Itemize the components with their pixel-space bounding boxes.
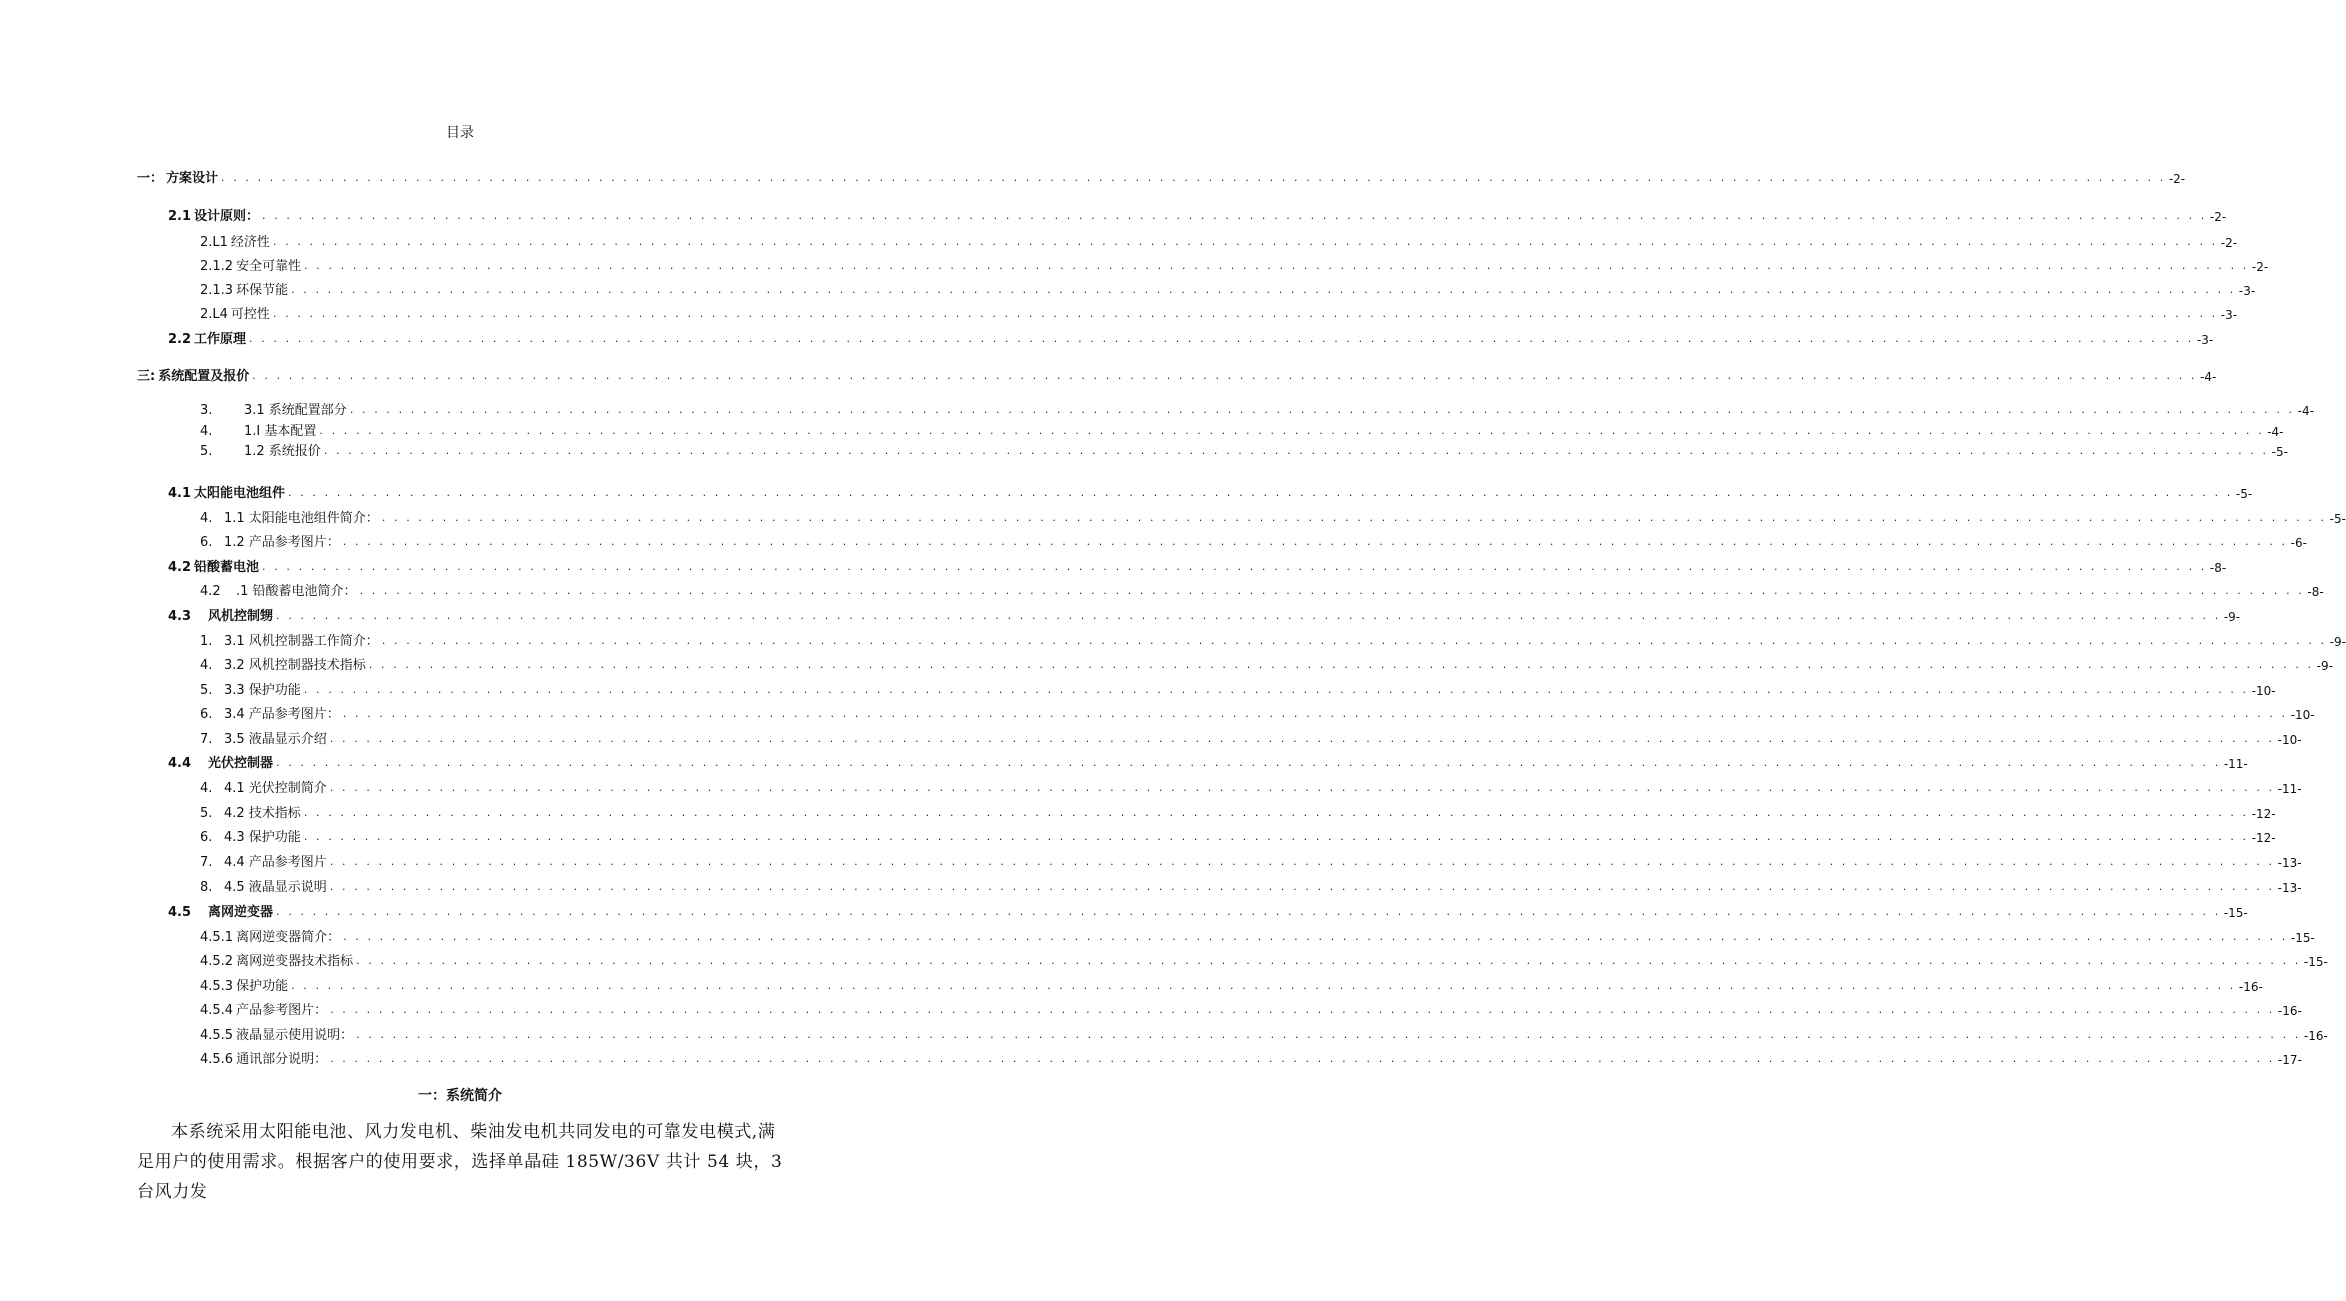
toc-entry[interactable] <box>168 205 2227 225</box>
toc-entry-label <box>200 855 327 871</box>
toc-entry-label <box>200 954 353 970</box>
toc-entry-number: 4. <box>200 511 213 526</box>
toc-entry-number: 2.1.2 <box>200 259 234 274</box>
toc-entry-page: -11- <box>2223 757 2248 771</box>
toc-entry-text: 1.1 太阳能电池组件简介： <box>224 511 379 526</box>
toc-leader-dots: . . . . . . . . . . . . . . . . . . . . . . . . . . . . . . . . . . . . . . . . . . . . . . . . . . . . . . . . . . . . . . . . . . . . . . . . . . . . . . . . . . . . . . . . . . . . . . . . . . . . . . . . . . . . . . . . . . . . . . . . . . . . . . . . . . . . . . . . . . . . . . . . . . . . . . . . . . . . . . . . <box>249 332 2194 345</box>
toc-entry-text: 3.3 保护功能 <box>224 683 301 698</box>
toc-leader-dots: . . . . . . . . . . . . . . . . . . . . . . . . . . . . . . . . . . . . . . . . . . . . . . . . . . . . . . . . . . . . . . . . . . . . . . . . . . . . . . . . . . . . . . . . . . . . . . . . . . . . . . . . . . . . . . . . . . . . . . . . . . . . . . . . . . . . . . . . . . . . . . . . . . . . . . . . . . . . . . . . <box>252 369 2198 382</box>
toc-leader-dots: . . . . . . . . . . . . . . . . . . . . . . . . . . . . . . . . . . . . . . . . . . . . . . . . . . . . . . . . . . . . . . . . . . . . . . . . . . . . . . . . . . . . . . . . . . . . . . . . . . . . . . . . . . . . . . . . . . . . . . . . . . . . . . . . . . . . . . . . . . . . . . . . . . . . . . . . . . . . . . . . <box>330 1052 2275 1065</box>
toc-entry[interactable] <box>168 482 2253 502</box>
toc-entry-number: 1. <box>200 634 213 649</box>
toc-entry-label <box>200 1028 353 1044</box>
toc-title: 目录 <box>446 125 474 141</box>
toc-entry-text: 设计原则： <box>194 209 260 224</box>
toc-entry-label <box>168 756 273 772</box>
toc-leader-dots: . . . . . . . . . . . . . . . . . . . . . . . . . . . . . . . . . . . . . . . . . . . . . . . . . . . . . . . . . . . . . . . . . . . . . . . . . . . . . . . . . . . . . . . . . . . . . . . . . . . . . . . . . . . . . . . . . . . . . . . . . . . . . . . . . . . . . . . . . . . . . . . . . . . . . . . . . . . . . . . . <box>272 307 2218 320</box>
toc-entry-page: -4- <box>2200 370 2217 384</box>
toc-leader-dots: . . . . . . . . . . . . . . . . . . . . . . . . . . . . . . . . . . . . . . . . . . . . . . . . . . . . . . . . . . . . . . . . . . . . . . . . . . . . . . . . . . . . . . . . . . . . . . . . . . . . . . . . . . . . . . . . . . . . . . . . . . . . . . . . . . . . . . . . . . . . . . . . . . . . . . . . . . . . . . . . <box>329 855 2275 868</box>
toc-leader-dots: . . . . . . . . . . . . . . . . . . . . . . . . . . . . . . . . . . . . . . . . . . . . . . . . . . . . . . . . . . . . . . . . . . . . . . . . . . . . . . . . . . . . . . . . . . . . . . . . . . . . . . . . . . . . . . . . . . . . . . . . . . . . . . . . . . . . . . . . . . . . . . . . . . . . . . . . . . . . . . . . <box>272 235 2218 248</box>
toc-entry[interactable] <box>137 365 2217 385</box>
toc-entry-label <box>200 444 321 460</box>
toc-leader-dots: . . . . . . . . . . . . . . . . . . . . . . . . . . . . . . . . . . . . . . . . . . . . . . . . . . . . . . . . . . . . . . . . . . . . . . . . . . . . . . . . . . . . . . . . . . . . . . . . . . . . . . . . . . . . . . . . . . . . . . . . . . . . . . . . . . . . . . . . . . . . . . . . . . . . . . . . . . . . . . . . <box>262 209 2207 222</box>
toc-entry-text: .1 铅酸蓄电池简介： <box>236 584 357 599</box>
toc-entry-number: 4.4 <box>168 756 192 771</box>
toc-entry-number: 2.1 <box>168 209 192 224</box>
toc-entry-label <box>200 634 379 650</box>
toc-leader-dots: . . . . . . . . . . . . . . . . . . . . . . . . . . . . . . . . . . . . . . . . . . . . . . . . . . . . . . . . . . . . . . . . . . . . . . . . . . . . . . . . . . . . . . . . . . . . . . . . . . . . . . . . . . . . . . . . . . . . . . . . . . . . . . . . . . . . . . . . . . . . . . . . . . . . . . . . . . . . . . . . <box>329 880 2275 893</box>
intro-paragraph: 本系统采用太阳能电池、风力发电机、柴油发电机共同发电的可靠发电模式,满足用户的使用需求。根据客户的使用要求，选择单晶硅 185W/36V 共计 54 块，3 台风力发 <box>137 1122 783 1202</box>
toc-entry-number: 4.5 <box>168 905 192 920</box>
toc-entry-number: 7. <box>200 855 213 870</box>
toc-entry[interactable] <box>137 167 2186 187</box>
toc-entry-text: 安全可靠性 <box>236 259 302 274</box>
toc-leader-dots: . . . . . . . . . . . . . . . . . . . . . . . . . . . . . . . . . . . . . . . . . . . . . . . . . . . . . . . . . . . . . . . . . . . . . . . . . . . . . . . . . . . . . . . . . . . . . . . . . . . . . . . . . . . . . . . . . . . . . . . . . . . . . . . . . . . . . . . . . . . . . . . . . . . . . . . . . . . . . . . . <box>356 954 2301 967</box>
toc-entry-label <box>200 830 301 846</box>
toc-entry-label <box>168 332 246 348</box>
toc-entry[interactable] <box>200 851 2302 871</box>
toc-entry-label <box>200 658 366 674</box>
toc-entry-page: -13- <box>2277 881 2302 895</box>
toc-entry-page: -15- <box>2290 931 2315 945</box>
toc-entry-page: -10- <box>2251 684 2276 698</box>
toc-entry-text: 3.1 系统配置部分 <box>244 403 347 418</box>
toc-entry-text: 通讯部分说明： <box>236 1052 328 1067</box>
toc-entry[interactable] <box>200 440 2288 460</box>
toc-entry-label <box>200 1003 327 1019</box>
toc-entry-text: 保护功能 <box>236 979 289 994</box>
toc-leader-dots: . . . . . . . . . . . . . . . . . . . . . . . . . . . . . . . . . . . . . . . . . . . . . . . . . . . . . . . . . . . . . . . . . . . . . . . . . . . . . . . . . . . . . . . . . . . . . . . . . . . . . . . . . . . . . . . . . . . . . . . . . . . . . . . . . . . . . . . . . . . . . . . . . . . . . . . . . . . . . . . . <box>329 781 2275 794</box>
toc-entry-label <box>200 235 270 251</box>
toc-entry[interactable] <box>200 420 2284 440</box>
toc-entry-label <box>200 307 270 323</box>
toc-entry-text: 1.I 基本配置 <box>244 424 317 439</box>
toc-entry-label <box>200 781 327 797</box>
toc-entry-text: 太阳能电池组件 <box>194 486 286 501</box>
toc-entry-label <box>168 905 273 921</box>
toc-leader-dots: . . . . . . . . . . . . . . . . . . . . . . . . . . . . . . . . . . . . . . . . . . . . . . . . . . . . . . . . . . . . . . . . . . . . . . . . . . . . . . . . . . . . . . . . . . . . . . . . . . . . . . . . . . . . . . . . . . . . . . . . . . . . . . . . . . . . . . . . . . . . . . . . . . . . . . . . . . . . . . . . <box>262 560 2207 573</box>
toc-leader-dots: . . . . . . . . . . . . . . . . . . . . . . . . . . . . . . . . . . . . . . . . . . . . . . . . . . . . . . . . . . . . . . . . . . . . . . . . . . . . . . . . . . . . . . . . . . . . . . . . . . . . . . . . . . . . . . . . . . . . . . . . . . . . . . . . . . . . . . . . . . . . . . . . . . . . . . . . . . . . . . . . <box>349 403 2295 416</box>
toc-entry-text: 4.1 光伏控制简介 <box>224 781 327 796</box>
toc-entry-page: -16- <box>2303 1029 2328 1043</box>
toc-entry[interactable] <box>168 556 2227 576</box>
toc-entry-number: 4.5.4 <box>200 1003 234 1018</box>
toc-entry-label <box>168 609 273 625</box>
toc-entry-text: 方案设计 <box>166 171 219 186</box>
toc-entry-number: 8. <box>200 880 213 895</box>
toc-entry-label <box>168 486 285 502</box>
toc-entry[interactable] <box>200 826 2276 846</box>
toc-entry-number: 2.L1 <box>200 235 228 250</box>
toc-entry-number: 一： <box>137 171 164 186</box>
toc-entry-text: 工作原理 <box>194 332 247 347</box>
toc-leader-dots: . . . . . . . . . . . . . . . . . . . . . . . . . . . . . . . . . . . . . . . . . . . . . . . . . . . . . . . . . . . . . . . . . . . . . . . . . . . . . . . . . . . . . . . . . . . . . . . . . . . . . . . . . . . . . . . . . . . . . . . . . . . . . . . . . . . . . . . . . . . . . . . . . . . . . . . . . . . . . . . . <box>330 1003 2275 1016</box>
toc-entry-number: 4.2 <box>200 584 221 599</box>
toc-entry[interactable] <box>168 901 2248 921</box>
toc-entry[interactable] <box>168 605 2241 625</box>
toc-entry-text: 风机控制甥 <box>208 609 274 624</box>
toc-entry-label <box>200 259 301 275</box>
toc-entry-label <box>200 535 340 551</box>
toc-entry[interactable] <box>200 654 2333 674</box>
toc-entry-page: -9- <box>2329 635 2346 649</box>
toc-entry[interactable] <box>200 303 2238 323</box>
toc-leader-dots: . . . . . . . . . . . . . . . . . . . . . . . . . . . . . . . . . . . . . . . . . . . . . . . . . . . . . . . . . . . . . . . . . . . . . . . . . . . . . . . . . . . . . . . . . . . . . . . . . . . . . . . . . . . . . . . . . . . . . . . . . . . . . . . . . . . . . . . . . . . . . . . . . . . . . . . . . . . . . . . . <box>323 444 2269 457</box>
toc-entry[interactable] <box>200 1024 2328 1044</box>
toc-leader-dots: . . . . . . . . . . . . . . . . . . . . . . . . . . . . . . . . . . . . . . . . . . . . . . . . . . . . . . . . . . . . . . . . . . . . . . . . . . . . . . . . . . . . . . . . . . . . . . . . . . . . . . . . . . . . . . . . . . . . . . . . . . . . . . . . . . . . . . . . . . . . . . . . . . . . . . . . . . . . . . . . <box>319 424 2265 437</box>
toc-entry-text: 光伏控制器 <box>208 756 274 771</box>
toc-entry-number: 三: <box>137 369 156 384</box>
toc-entry[interactable] <box>200 399 2314 419</box>
toc-leader-dots: . . . . . . . . . . . . . . . . . . . . . . . . . . . . . . . . . . . . . . . . . . . . . . . . . . . . . . . . . . . . . . . . . . . . . . . . . . . . . . . . . . . . . . . . . . . . . . . . . . . . . . . . . . . . . . . . . . . . . . . . . . . . . . . . . . . . . . . . . . . . . . . . . . . . . . . . . . . . . . . . <box>381 511 2327 524</box>
toc-entry-label <box>200 707 340 723</box>
toc-entry-text: 4.5 液晶显示说明 <box>224 880 327 895</box>
toc-entry-label <box>200 683 301 699</box>
toc-entry-text: 离网逆变器技术指标 <box>236 954 354 969</box>
toc-entry-number: 6. <box>200 707 213 722</box>
toc-entry-text: 3.1 风机控制器工作简介： <box>224 634 379 649</box>
toc-leader-dots: . . . . . . . . . . . . . . . . . . . . . . . . . . . . . . . . . . . . . . . . . . . . . . . . . . . . . . . . . . . . . . . . . . . . . . . . . . . . . . . . . . . . . . . . . . . . . . . . . . . . . . . . . . . . . . . . . . . . . . . . . . . . . . . . . . . . . . . . . . . . . . . . . . . . . . . . . . . . . . . . <box>276 756 2221 769</box>
toc-entry-page: -6- <box>2290 536 2307 550</box>
toc-entry-page: -16- <box>2238 980 2263 994</box>
toc-entry-label <box>200 930 340 946</box>
toc-entry-label <box>200 424 316 440</box>
toc-entry-text: 铅酸蓄电池 <box>194 560 260 575</box>
toc-entry[interactable] <box>200 975 2263 995</box>
toc-entry-text: 离网逆变器简介： <box>236 930 341 945</box>
toc-entry-number: 3. <box>200 403 213 418</box>
toc-entry-label <box>200 732 327 748</box>
toc-entry-page: -3- <box>2220 308 2238 322</box>
toc-entry-text: 环保节能 <box>236 283 289 298</box>
toc-entry[interactable] <box>200 255 2269 275</box>
toc-entry-page: -8- <box>2209 561 2227 575</box>
toc-entry-page: -5- <box>2235 487 2253 501</box>
toc-entry-number: 6. <box>200 535 213 550</box>
toc-entry[interactable] <box>200 926 2315 946</box>
toc-entry-page: -2- <box>2251 260 2269 274</box>
toc-leader-dots: . . . . . . . . . . . . . . . . . . . . . . . . . . . . . . . . . . . . . . . . . . . . . . . . . . . . . . . . . . . . . . . . . . . . . . . . . . . . . . . . . . . . . . . . . . . . . . . . . . . . . . . . . . . . . . . . . . . . . . . . . . . . . . . . . . . . . . . . . . . . . . . . . . . . . . . . . . . . . . . . <box>356 1028 2301 1041</box>
toc-entry-number: 4.5.1 <box>200 930 234 945</box>
toc-leader-dots: . . . . . . . . . . . . . . . . . . . . . . . . . . . . . . . . . . . . . . . . . . . . . . . . . . . . . . . . . . . . . . . . . . . . . . . . . . . . . . . . . . . . . . . . . . . . . . . . . . . . . . . . . . . . . . . . . . . . . . . . . . . . . . . . . . . . . . . . . . . . . . . . . . . . . . . . . . . . . . . . <box>221 171 2166 184</box>
toc-entry[interactable] <box>200 630 2346 650</box>
toc-entry-label <box>168 209 259 225</box>
toc-leader-dots: . . . . . . . . . . . . . . . . . . . . . . . . . . . . . . . . . . . . . . . . . . . . . . . . . . . . . . . . . . . . . . . . . . . . . . . . . . . . . . . . . . . . . . . . . . . . . . . . . . . . . . . . . . . . . . . . . . . . . . . . . . . . . . . . . . . . . . . . . . . . . . . . . . . . . . . . . . . . . . . . <box>276 905 2221 918</box>
toc-entry[interactable] <box>200 531 2307 551</box>
toc-entry-page: -15- <box>2303 955 2328 969</box>
toc-entry-text: 4.3 保护功能 <box>224 830 301 845</box>
section-heading: 一：系统简介 <box>418 1088 502 1104</box>
toc-entry[interactable] <box>200 728 2302 748</box>
toc-entry-page: -9- <box>2316 659 2333 673</box>
toc-leader-dots: . . . . . . . . . . . . . . . . . . . . . . . . . . . . . . . . . . . . . . . . . . . . . . . . . . . . . . . . . . . . . . . . . . . . . . . . . . . . . . . . . . . . . . . . . . . . . . . . . . . . . . . . . . . . . . . . . . . . . . . . . . . . . . . . . . . . . . . . . . . . . . . . . . . . . . . . . . . . . . . . <box>359 584 2305 597</box>
toc-leader-dots: . . . . . . . . . . . . . . . . . . . . . . . . . . . . . . . . . . . . . . . . . . . . . . . . . . . . . . . . . . . . . . . . . . . . . . . . . . . . . . . . . . . . . . . . . . . . . . . . . . . . . . . . . . . . . . . . . . . . . . . . . . . . . . . . . . . . . . . . . . . . . . . . . . . . . . . . . . . . . . . . <box>342 535 2288 548</box>
toc-leader-dots: . . . . . . . . . . . . . . . . . . . . . . . . . . . . . . . . . . . . . . . . . . . . . . . . . . . . . . . . . . . . . . . . . . . . . . . . . . . . . . . . . . . . . . . . . . . . . . . . . . . . . . . . . . . . . . . . . . . . . . . . . . . . . . . . . . . . . . . . . . . . . . . . . . . . . . . . . . . . . . . . <box>303 683 2249 696</box>
toc-entry-page: -3- <box>2196 333 2214 347</box>
toc-entry-page: -13- <box>2277 856 2302 870</box>
toc-entry-label <box>137 171 218 187</box>
toc-leader-dots: . . . . . . . . . . . . . . . . . . . . . . . . . . . . . . . . . . . . . . . . . . . . . . . . . . . . . . . . . . . . . . . . . . . . . . . . . . . . . . . . . . . . . . . . . . . . . . . . . . . . . . . . . . . . . . . . . . . . . . . . . . . . . . . . . . . . . . . . . . . . . . . . . . . . . . . . . . . . . . . . <box>342 707 2288 720</box>
toc-entry[interactable] <box>200 950 2328 970</box>
toc-entry-text: 1.2 产品参考图片： <box>224 535 340 550</box>
toc-entry-number: 2.2 <box>168 332 192 347</box>
toc-leader-dots: . . . . . . . . . . . . . . . . . . . . . . . . . . . . . . . . . . . . . . . . . . . . . . . . . . . . . . . . . . . . . . . . . . . . . . . . . . . . . . . . . . . . . . . . . . . . . . . . . . . . . . . . . . . . . . . . . . . . . . . . . . . . . . . . . . . . . . . . . . . . . . . . . . . . . . . . . . . . . . . . <box>343 930 2288 943</box>
toc-entry-label <box>200 1052 327 1068</box>
toc-entry-number: 4.2 <box>168 560 192 575</box>
toc-entry-text: 3.5 液晶显示介绍 <box>224 732 327 747</box>
toc-entry-page: -8- <box>2307 585 2324 599</box>
toc-entry[interactable] <box>200 703 2315 723</box>
toc-entry-page: -17- <box>2277 1053 2302 1067</box>
toc-entry-number: 4.1 <box>168 486 192 501</box>
toc-entry-page: -9- <box>2223 610 2241 624</box>
toc-entry[interactable] <box>200 777 2302 797</box>
toc-entry[interactable] <box>200 1048 2302 1068</box>
toc-entry-number: 4.5.3 <box>200 979 234 994</box>
toc-leader-dots: . . . . . . . . . . . . . . . . . . . . . . . . . . . . . . . . . . . . . . . . . . . . . . . . . . . . . . . . . . . . . . . . . . . . . . . . . . . . . . . . . . . . . . . . . . . . . . . . . . . . . . . . . . . . . . . . . . . . . . . . . . . . . . . . . . . . . . . . . . . . . . . . . . . . . . . . . . . . . . . . <box>368 658 2314 671</box>
toc-entry-page: -4- <box>2297 404 2314 418</box>
toc-entry-text: 经济性 <box>230 235 270 250</box>
toc-entry-number: 4. <box>200 424 213 439</box>
toc-entry-number: 4.3 <box>168 609 192 624</box>
toc-leader-dots: . . . . . . . . . . . . . . . . . . . . . . . . . . . . . . . . . . . . . . . . . . . . . . . . . . . . . . . . . . . . . . . . . . . . . . . . . . . . . . . . . . . . . . . . . . . . . . . . . . . . . . . . . . . . . . . . . . . . . . . . . . . . . . . . . . . . . . . . . . . . . . . . . . . . . . . . . . . . . . . . <box>276 609 2221 622</box>
toc-leader-dots: . . . . . . . . . . . . . . . . . . . . . . . . . . . . . . . . . . . . . . . . . . . . . . . . . . . . . . . . . . . . . . . . . . . . . . . . . . . . . . . . . . . . . . . . . . . . . . . . . . . . . . . . . . . . . . . . . . . . . . . . . . . . . . . . . . . . . . . . . . . . . . . . . . . . . . . . . . . . . . . . <box>381 634 2327 647</box>
toc-entry-text: 离网逆变器 <box>208 905 274 920</box>
toc-entry-label <box>137 369 249 385</box>
toc-entry-number: 5. <box>200 683 213 698</box>
toc-entry[interactable] <box>200 876 2302 896</box>
toc-entry-number: 4. <box>200 658 213 673</box>
toc-leader-dots: . . . . . . . . . . . . . . . . . . . . . . . . . . . . . . . . . . . . . . . . . . . . . . . . . . . . . . . . . . . . . . . . . . . . . . . . . . . . . . . . . . . . . . . . . . . . . . . . . . . . . . . . . . . . . . . . . . . . . . . . . . . . . . . . . . . . . . . . . . . . . . . . . . . . . . . . . . . . . . . . <box>329 732 2275 745</box>
toc-entry-text: 液晶显示使用说明： <box>236 1028 354 1043</box>
toc-entry-page: -3- <box>2238 284 2256 298</box>
toc-entry-number: 4.5.6 <box>200 1052 234 1067</box>
toc-entry[interactable] <box>200 231 2238 251</box>
toc-entry-number: 5. <box>200 806 213 821</box>
toc-leader-dots: . . . . . . . . . . . . . . . . . . . . . . . . . . . . . . . . . . . . . . . . . . . . . . . . . . . . . . . . . . . . . . . . . . . . . . . . . . . . . . . . . . . . . . . . . . . . . . . . . . . . . . . . . . . . . . . . . . . . . . . . . . . . . . . . . . . . . . . . . . . . . . . . . . . . . . . . . . . . . . . . <box>288 486 2233 499</box>
toc-entry-number: 4.5.5 <box>200 1028 234 1043</box>
toc-entry-page: -5- <box>2271 445 2288 459</box>
toc-entry-page: -10- <box>2277 733 2302 747</box>
toc-entry-label <box>200 880 327 896</box>
toc-entry[interactable] <box>168 752 2248 772</box>
toc-entry-page: -5- <box>2329 512 2346 526</box>
toc-entry-page: -16- <box>2277 1004 2302 1018</box>
toc-entry-number: 7. <box>200 732 213 747</box>
toc-entry-number: 6. <box>200 830 213 845</box>
toc-entry-text: 1.2 系统报价 <box>244 444 321 459</box>
toc-entry[interactable] <box>168 328 2214 348</box>
toc-leader-dots: . . . . . . . . . . . . . . . . . . . . . . . . . . . . . . . . . . . . . . . . . . . . . . . . . . . . . . . . . . . . . . . . . . . . . . . . . . . . . . . . . . . . . . . . . . . . . . . . . . . . . . . . . . . . . . . . . . . . . . . . . . . . . . . . . . . . . . . . . . . . . . . . . . . . . . . . . . . . . . . . <box>303 806 2249 819</box>
toc-entry-text: 3.2 风机控制器技术指标 <box>224 658 366 673</box>
toc-entry-label <box>200 403 347 419</box>
toc-entry[interactable] <box>200 580 2324 600</box>
toc-leader-dots: . . . . . . . . . . . . . . . . . . . . . . . . . . . . . . . . . . . . . . . . . . . . . . . . . . . . . . . . . . . . . . . . . . . . . . . . . . . . . . . . . . . . . . . . . . . . . . . . . . . . . . . . . . . . . . . . . . . . . . . . . . . . . . . . . . . . . . . . . . . . . . . . . . . . . . . . . . . . . . . . <box>303 830 2249 843</box>
toc-entry-text: 3.4 产品参考图片： <box>224 707 340 722</box>
toc-leader-dots: . . . . . . . . . . . . . . . . . . . . . . . . . . . . . . . . . . . . . . . . . . . . . . . . . . . . . . . . . . . . . . . . . . . . . . . . . . . . . . . . . . . . . . . . . . . . . . . . . . . . . . . . . . . . . . . . . . . . . . . . . . . . . . . . . . . . . . . . . . . . . . . . . . . . . . . . . . . . . . . . <box>291 283 2236 296</box>
toc-entry-text: 产品参考图片： <box>236 1003 328 1018</box>
toc-entry-label <box>200 511 379 527</box>
toc-entry[interactable] <box>200 507 2346 527</box>
toc-entry[interactable] <box>200 679 2276 699</box>
toc-entry-page: -12- <box>2251 831 2276 845</box>
toc-entry-page: -11- <box>2277 782 2302 796</box>
toc-entry-number: 4. <box>200 781 213 796</box>
toc-entry-text: 可控性 <box>230 307 270 322</box>
toc-entry-page: -2- <box>2168 172 2186 186</box>
toc-entry-page: -10- <box>2290 708 2315 722</box>
toc-entry-page: -4- <box>2267 425 2284 439</box>
toc-entry[interactable] <box>200 279 2256 299</box>
toc-entry-label <box>168 560 259 576</box>
toc-leader-dots: . . . . . . . . . . . . . . . . . . . . . . . . . . . . . . . . . . . . . . . . . . . . . . . . . . . . . . . . . . . . . . . . . . . . . . . . . . . . . . . . . . . . . . . . . . . . . . . . . . . . . . . . . . . . . . . . . . . . . . . . . . . . . . . . . . . . . . . . . . . . . . . . . . . . . . . . . . . . . . . . <box>304 259 2249 272</box>
toc-entry-text: 4.2 技术指标 <box>224 806 301 821</box>
toc-entry-text: 系统配置及报价 <box>158 369 250 384</box>
toc-entry-number: 2.L4 <box>200 307 228 322</box>
toc-entry-number: 4.5.2 <box>200 954 234 969</box>
toc-entry-label <box>200 806 301 822</box>
toc-entry-page: -15- <box>2223 906 2248 920</box>
toc-leader-dots: . . . . . . . . . . . . . . . . . . . . . . . . . . . . . . . . . . . . . . . . . . . . . . . . . . . . . . . . . . . . . . . . . . . . . . . . . . . . . . . . . . . . . . . . . . . . . . . . . . . . . . . . . . . . . . . . . . . . . . . . . . . . . . . . . . . . . . . . . . . . . . . . . . . . . . . . . . . . . . . . <box>291 979 2236 992</box>
toc-entry-label <box>200 283 288 299</box>
toc-entry[interactable] <box>200 802 2276 822</box>
toc-entry-page: -12- <box>2251 807 2276 821</box>
toc-entry-label <box>200 584 357 600</box>
toc-entry-number: 2.1.3 <box>200 283 234 298</box>
toc-entry-label <box>200 979 288 995</box>
toc-entry-page: -2- <box>2209 210 2227 224</box>
toc-entry[interactable] <box>200 999 2302 1019</box>
toc-entry-number: 5. <box>200 444 213 459</box>
toc-entry-text: 4.4 产品参考图片 <box>224 855 327 870</box>
toc-entry-page: -2- <box>2220 236 2238 250</box>
